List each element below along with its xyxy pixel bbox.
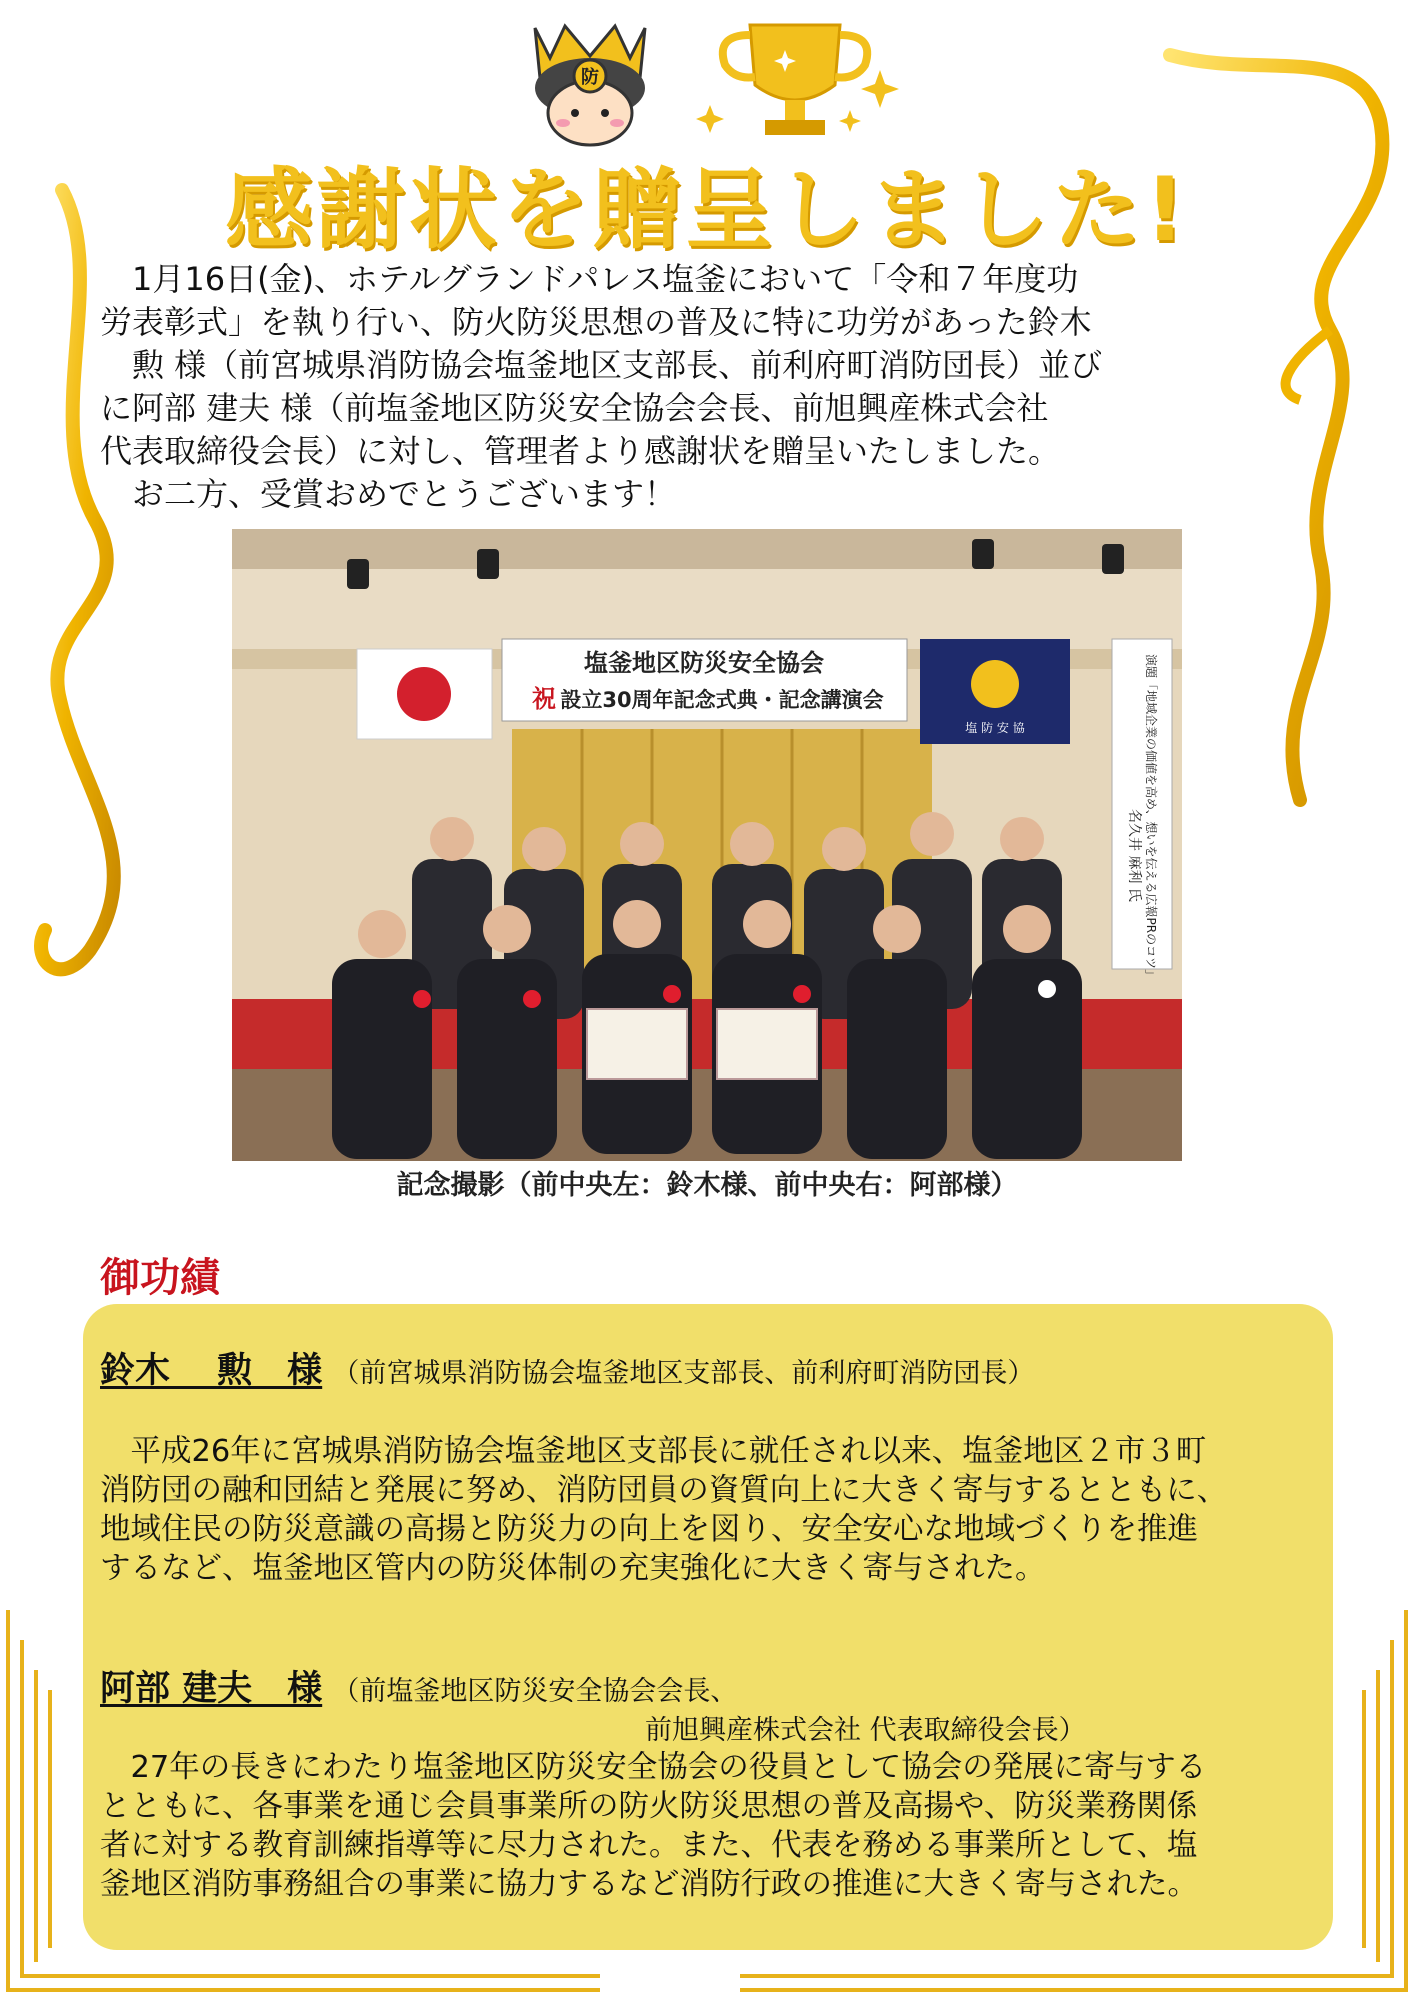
achievement-line: 者に対する教育訓練指導等に尽力された。また、代表を務める事業所として、塩	[100, 1828, 1198, 1863]
intro-line: お二方、受賞おめでとうございます！	[100, 475, 677, 513]
mascot-icon	[515, 18, 665, 148]
person-achievement-text	[100, 1432, 1320, 1588]
intro-line: に阿部 建夫 様（前塩釜地区防災安全協会会長、前旭興産株式会社	[100, 389, 1049, 427]
person-heading	[100, 1670, 737, 1711]
intro-line: 勲 様（前宮城県消防協会塩釜地区支部長、前利府町消防団長）並び	[100, 346, 1103, 384]
photo-caption: 記念撮影（前中央左：鈴木様、前中央右：阿部様）	[396, 1170, 1018, 1201]
person-heading	[100, 1352, 1034, 1393]
trophy-icon	[680, 15, 910, 145]
achievements-heading: 御功績	[100, 1255, 220, 1301]
ceremony-photo	[232, 529, 1182, 1161]
achievement-line: 消防団の融和団結と発展に努め、消防団員の資質向上に大きく寄与するとともに、	[100, 1473, 1228, 1508]
mascot-badge: 防	[581, 67, 599, 88]
achievement-line: するなど、塩釜地区管内の防災体制の充実強化に大きく寄与された。	[100, 1551, 1046, 1586]
photo-side-lecture: 演題「地域企業の価値を高め、想いを伝える広報PRのコツ」	[1144, 654, 1158, 982]
person-role-continued: 前旭興産株式会社 代表取締役会長）	[645, 1715, 1086, 1746]
person-name: 阿部 建夫 様	[100, 1669, 323, 1709]
ceremony-photo-illustration	[232, 529, 1182, 1161]
page-title: 感謝状を贈呈しました!	[224, 158, 1190, 261]
intro-line: 労表彰式」を執り行い、防火防災思想の普及に特に功労があった鈴木	[100, 303, 1092, 341]
photo-banner-line1: 塩釜地区防災安全協会	[584, 649, 824, 677]
person-role: （前塩釜地区防災安全協会会長、	[332, 1676, 738, 1707]
achievement-line: とともに、各事業を通じ会員事業所の防火防災思想の普及高揚や、防災業務関係	[100, 1789, 1198, 1824]
achievement-line: 釜地区消防事務組合の事業に協力するなど消防行政の推進に大きく寄与された。	[100, 1867, 1198, 1902]
achievement-line: 地域住民の防災意識の高揚と防災力の向上を図り、安全安心な地域づくりを推進	[100, 1512, 1198, 1547]
person-achievement-text	[100, 1748, 1320, 1904]
photo-banner-mark: 祝	[532, 685, 556, 713]
photo-banner-line2: 設立30周年記念式典・記念講演会	[560, 688, 884, 712]
intro-line: 代表取締役会長）に対し、管理者より感謝状を贈呈いたしました。	[100, 432, 1061, 470]
photo-side-speaker: 名久井 麻利 氏	[1126, 809, 1142, 902]
intro-line: 1月16日(金)、ホテルグランドパレス塩釜において「令和７年度功	[100, 260, 1079, 298]
achievement-line: 27年の長きにわたり塩釜地区防災安全協会の役員として協会の発展に寄与する	[100, 1750, 1207, 1785]
person-name: 鈴木 勲 様	[100, 1351, 323, 1391]
achievement-line: 平成26年に宮城県消防協会塩釜地区支部長に就任され以来、塩釜地区２市３町	[100, 1434, 1207, 1469]
intro-text	[100, 258, 1270, 516]
photo-flag-text: 塩 防 安 協	[965, 721, 1025, 735]
person-role: （前宮城県消防協会塩釜地区支部長、前利府町消防団長）	[332, 1358, 1035, 1389]
